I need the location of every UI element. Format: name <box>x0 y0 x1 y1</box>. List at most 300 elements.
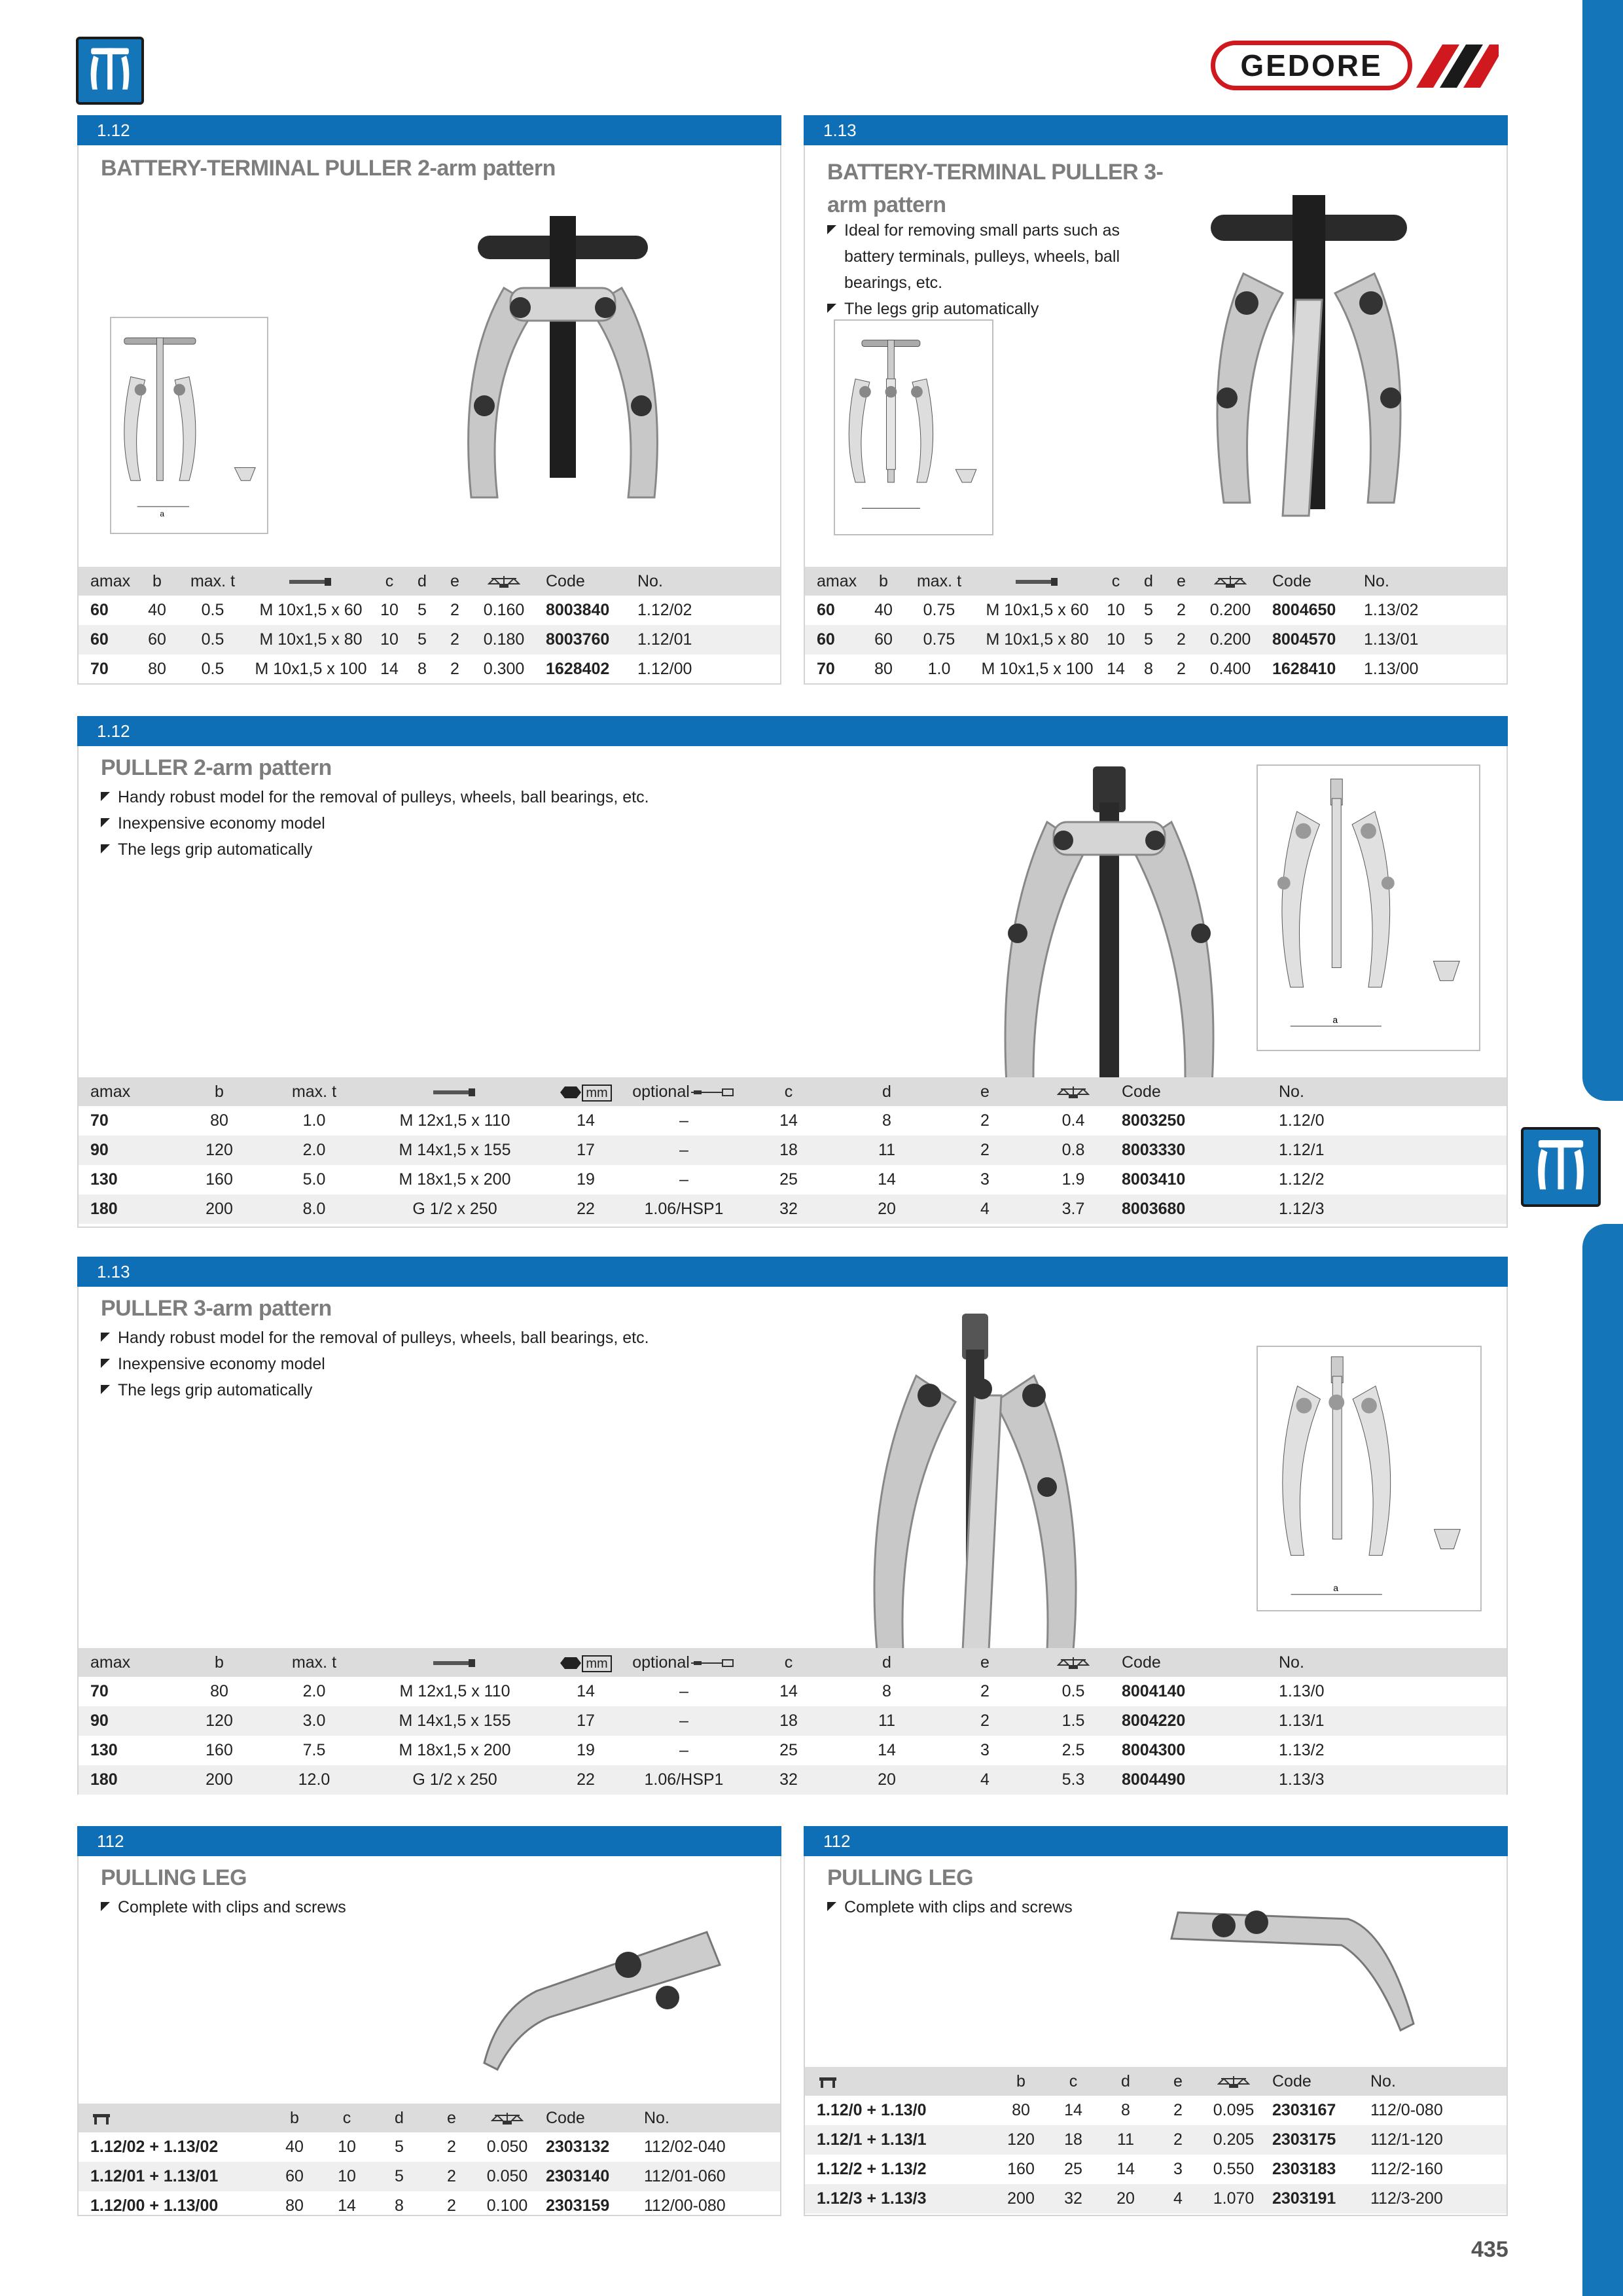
table-cell: 12.0 <box>262 1765 366 1795</box>
table-row <box>805 655 1507 684</box>
column-header <box>543 1648 628 1677</box>
table-cell: 8.0 <box>262 1194 366 1224</box>
column-header <box>1034 1648 1113 1677</box>
column-header: e <box>936 1648 1034 1677</box>
table-cell: 112/00-080 <box>644 2197 726 2215</box>
table-cell: 2303191 <box>1263 2184 1361 2214</box>
table-cell: M 12x1,5 x 110 <box>399 1682 510 1700</box>
table-cell: 2303167 <box>1272 2101 1336 2119</box>
table-cell: 112/02-040 <box>644 2138 726 2156</box>
column-header <box>628 1648 740 1677</box>
feature-item: Handy robust model for the removal of pulleys, wheels, ball bearings, etc. <box>101 1325 755 1351</box>
table-cell: 8 <box>882 1111 891 1130</box>
table-cell: 8004300 <box>1122 1741 1186 1759</box>
side-tab-top <box>1582 0 1623 1101</box>
table-cell: 2.0 <box>262 1136 366 1165</box>
page-number: 435 <box>1471 2237 1508 2262</box>
table-cell: 1.12/00 <box>637 660 692 678</box>
column-header: No. <box>1361 2067 1507 2096</box>
column-header <box>79 567 137 596</box>
table-cell: 0.75 <box>903 625 975 655</box>
column-header: Code <box>1113 1077 1270 1106</box>
product-photo <box>1185 188 1433 535</box>
table-cell: 40 <box>874 601 893 619</box>
table-row <box>805 2125 1507 2155</box>
table-cell: 5 <box>406 625 438 655</box>
table-cell: 160 <box>1007 2160 1035 2178</box>
table-cell: 2 <box>1152 2125 1204 2155</box>
table-cell: M 10x1,5 x 100 <box>255 660 367 678</box>
table-cell: M 10x1,5 x 80 <box>249 625 373 655</box>
feature-item: Complete with clips and screws <box>827 1894 1220 1920</box>
hex-wrench-icon <box>560 1656 582 1670</box>
product-title: PULLING LEG <box>101 1865 247 1890</box>
table-cell: 2.5 <box>1061 1741 1085 1759</box>
column-header: c <box>373 567 406 596</box>
column-header: b <box>177 1077 262 1106</box>
table-cell: 1628402 <box>546 660 610 678</box>
table-cell: 4 <box>1152 2184 1204 2214</box>
table-cell: 1.12/02 <box>637 601 692 619</box>
table-cell: 0.180 <box>471 625 537 655</box>
table-cell: 8003840 <box>546 601 610 619</box>
table-cell: 70 <box>90 660 109 678</box>
column-header: No. <box>1270 1077 1507 1106</box>
table-row <box>79 596 780 625</box>
table-cell: 8004220 <box>1113 1706 1270 1736</box>
feature-item: The legs grip automatically <box>101 1377 755 1403</box>
section-number: 112 <box>804 1826 1508 1856</box>
table-cell: 1.06/HSP1 <box>628 1765 740 1795</box>
header-label: amax <box>90 571 131 590</box>
table-cell: 90 <box>79 1706 177 1736</box>
table-cell: 19 <box>577 1170 595 1189</box>
table-cell: – <box>679 1170 688 1189</box>
table-cell: 0.160 <box>483 601 525 619</box>
column-header: c <box>740 1648 838 1677</box>
table-cell: 2 <box>1173 2101 1183 2119</box>
table-cell: 200 <box>995 2184 1047 2214</box>
table-cell: 8 <box>395 2197 404 2215</box>
feature-item: The legs grip automatically <box>827 296 1168 322</box>
column-header: b <box>995 2067 1047 2096</box>
logo-stripes <box>1407 43 1499 89</box>
column-header: max. t <box>262 1648 366 1677</box>
table-header-row <box>805 567 1507 596</box>
table-cell: 60 <box>90 601 109 619</box>
table-cell: 1.12/2 + 1.13/2 <box>817 2160 927 2178</box>
table-cell: G 1/2 x 250 <box>366 1194 543 1224</box>
feature-list <box>101 784 755 863</box>
product-title: PULLER 2-arm pattern <box>101 755 332 780</box>
feature-item: The legs grip automatically <box>101 836 755 863</box>
table-row <box>79 1706 1507 1736</box>
table-cell: 25 <box>779 1170 798 1189</box>
panel-battery-terminal-3-arm <box>804 115 1508 685</box>
table-cell: – <box>679 1682 688 1700</box>
table-cell: 1.12/1 + 1.13/1 <box>805 2125 995 2155</box>
table-cell: 25 <box>1064 2160 1082 2178</box>
table-cell: 112/2-160 <box>1370 2160 1443 2178</box>
feature-item: Inexpensive economy model <box>101 1351 755 1377</box>
column-header <box>543 1077 628 1106</box>
table-cell: 10 <box>321 2162 373 2191</box>
table-cell: 120 <box>177 1706 262 1736</box>
section-number: 112 <box>77 1826 781 1856</box>
table-cell: 0.050 <box>478 2162 537 2191</box>
table-cell: M 18x1,5 x 200 <box>399 1741 511 1759</box>
table-cell: 2 <box>1177 601 1186 619</box>
scale-icon <box>1057 1656 1090 1670</box>
product-photo <box>432 209 707 530</box>
svg-text:a: a <box>160 509 164 518</box>
column-header <box>805 2067 995 2096</box>
table-cell: – <box>679 1111 688 1130</box>
pulling-leg-icon <box>90 2111 113 2126</box>
table-cell: 8004570 <box>1263 625 1355 655</box>
table-cell: 2 <box>936 1706 1034 1736</box>
spec-table <box>79 1648 1507 1795</box>
table-cell: 5 <box>418 601 427 619</box>
column-header: Code <box>537 567 628 596</box>
table-cell: 40 <box>148 601 166 619</box>
table-cell: 20 <box>838 1765 936 1795</box>
table-cell: 5.3 <box>1034 1765 1113 1795</box>
table-cell: 130 <box>90 1170 118 1189</box>
panel-pulling-leg-large <box>804 1826 1508 2216</box>
table-row <box>805 2096 1507 2125</box>
table-cell: 60 <box>805 625 864 655</box>
table-cell: M 10x1,5 x 80 <box>975 625 1099 655</box>
table-cell: 112/0-080 <box>1370 2101 1443 2119</box>
table-cell: 2 <box>450 601 459 619</box>
table-cell: 32 <box>740 1765 838 1795</box>
scale-icon <box>1057 1085 1090 1100</box>
column-header <box>628 1077 740 1106</box>
product-photo <box>1152 1867 1440 2050</box>
table-cell: 8 <box>1144 660 1153 678</box>
table-cell: 1628410 <box>1272 660 1336 678</box>
feature-item: Inexpensive economy model <box>101 810 755 836</box>
table-cell: 2 <box>447 2138 456 2156</box>
scale-icon <box>1214 575 1247 589</box>
table-cell: 60 <box>79 625 137 655</box>
table-cell: 2303132 <box>546 2138 610 2156</box>
column-header <box>1198 567 1263 596</box>
column-header: No. <box>628 567 780 596</box>
table-cell: 2303183 <box>1272 2160 1336 2178</box>
table-cell: 112/1-120 <box>1361 2125 1507 2155</box>
table-cell: M 10x1,5 x 60 <box>986 601 1089 619</box>
table-cell: 14 <box>577 1682 595 1700</box>
table-row <box>79 1765 1507 1795</box>
table-cell: 1.12/0 <box>1279 1111 1325 1130</box>
table-row <box>805 596 1507 625</box>
table-cell: 8003410 <box>1122 1170 1186 1189</box>
header-label: amax <box>90 1082 131 1101</box>
table-cell: 1.12/1 <box>1270 1136 1507 1165</box>
table-cell: 200 <box>177 1194 262 1224</box>
table-cell: 1.12/01 <box>628 625 780 655</box>
table-cell: 8 <box>418 660 427 678</box>
table-cell: 60 <box>137 625 177 655</box>
spec-table <box>79 2104 780 2221</box>
table-header-row <box>805 2067 1507 2096</box>
table-cell: 2 <box>936 1136 1034 1165</box>
table-cell: 0.550 <box>1213 2160 1255 2178</box>
feature-list <box>101 1325 755 1403</box>
table-cell: 1.9 <box>1061 1170 1085 1189</box>
header-label: amax <box>817 571 857 590</box>
table-cell: – <box>628 1706 740 1736</box>
table-cell: 14 <box>338 2197 356 2215</box>
table-cell: M 14x1,5 x 155 <box>366 1136 543 1165</box>
table-cell: 80 <box>210 1111 228 1130</box>
table-cell: – <box>679 1741 688 1759</box>
puller-icon <box>1521 1127 1601 1207</box>
table-cell: 180 <box>79 1194 177 1224</box>
side-tab-bottom <box>1582 1224 1623 2296</box>
section-number: 1.12 <box>77 115 781 145</box>
table-cell: 2 <box>450 660 459 678</box>
product-photo <box>838 1310 1126 1677</box>
column-header <box>1204 2067 1263 2096</box>
svg-text:a: a <box>1332 1014 1338 1025</box>
table-cell: 0.5 <box>1061 1682 1085 1700</box>
table-cell: 10 <box>380 601 399 619</box>
table-cell: 40 <box>285 2138 304 2156</box>
column-header <box>478 2104 537 2132</box>
table-cell: 60 <box>268 2162 321 2191</box>
column-header: e <box>438 567 471 596</box>
table-cell: 80 <box>285 2197 304 2215</box>
spindle-icon <box>690 1656 736 1670</box>
table-row <box>79 1106 1507 1136</box>
panel-pulling-leg-small <box>77 1826 781 2216</box>
table-cell: 32 <box>1047 2184 1099 2214</box>
header-label: optional <box>632 1653 690 1672</box>
table-cell: 0.8 <box>1034 1136 1113 1165</box>
column-header: e <box>1165 567 1198 596</box>
table-cell: 5 <box>1144 601 1153 619</box>
table-cell: 180 <box>79 1765 177 1795</box>
table-cell: 8004650 <box>1272 601 1336 619</box>
table-cell: 11 <box>838 1706 936 1736</box>
column-header <box>1034 1077 1113 1106</box>
dimension-diagram <box>834 319 993 535</box>
table-cell: 2 <box>425 2162 478 2191</box>
table-header-row <box>79 567 780 596</box>
table-cell: 0.300 <box>483 660 525 678</box>
table-cell: 2.0 <box>302 1682 326 1700</box>
column-header <box>366 1077 543 1106</box>
spindle-icon <box>288 575 334 589</box>
feature-item: Handy robust model for the removal of pulleys, wheels, ball bearings, etc. <box>101 784 755 810</box>
table-cell: 120 <box>995 2125 1047 2155</box>
table-row <box>79 655 780 684</box>
spec-table <box>805 567 1507 684</box>
section-number: 1.12 <box>77 716 1508 746</box>
product-photo <box>962 763 1257 1123</box>
dimension-diagram <box>110 317 268 534</box>
column-header: d <box>1099 2067 1152 2096</box>
table-cell: 60 <box>864 625 903 655</box>
table-cell: 5 <box>373 2162 425 2191</box>
table-row <box>79 1736 1507 1765</box>
table-cell: M 10x1,5 x 60 <box>259 601 363 619</box>
table-row <box>79 1165 1507 1194</box>
column-header: Code <box>1263 2067 1361 2096</box>
table-cell: 2 <box>1177 660 1186 678</box>
table-cell: 1.12/0 + 1.13/0 <box>817 2101 927 2119</box>
column-header: No. <box>1355 567 1507 596</box>
table-cell: 10 <box>1107 601 1125 619</box>
column-header: e <box>936 1077 1034 1106</box>
table-cell: 2303175 <box>1263 2125 1361 2155</box>
table-cell: M 14x1,5 x 155 <box>366 1706 543 1736</box>
table-cell: 2 <box>980 1111 990 1130</box>
table-cell: 1.13/3 <box>1270 1765 1507 1795</box>
table-row <box>79 2162 780 2191</box>
section-number: 1.13 <box>804 115 1508 145</box>
column-header <box>471 567 537 596</box>
table-cell: – <box>628 1136 740 1165</box>
table-cell: 160 <box>205 1170 233 1189</box>
table-row <box>79 2191 780 2221</box>
table-cell: 0.5 <box>201 601 224 619</box>
table-cell: 14 <box>779 1111 798 1130</box>
table-cell: 1.12/02 + 1.13/02 <box>90 2138 219 2156</box>
spec-table <box>805 2067 1507 2214</box>
table-cell: 160 <box>205 1741 233 1759</box>
table-cell: 14 <box>577 1111 595 1130</box>
table-cell: 0.050 <box>486 2138 528 2156</box>
spec-table <box>79 1077 1507 1224</box>
table-cell: 8003760 <box>537 625 628 655</box>
table-cell: 0.75 <box>923 601 955 619</box>
table-row <box>79 1194 1507 1224</box>
table-cell: 1.13/01 <box>1355 625 1507 655</box>
column-header: c <box>321 2104 373 2132</box>
table-cell: 5 <box>395 2138 404 2156</box>
table-cell: 14 <box>380 660 399 678</box>
column-header <box>79 1648 177 1677</box>
table-cell: 1.13/0 <box>1279 1682 1325 1700</box>
gedore-logo <box>1211 41 1499 90</box>
hex-wrench-icon <box>560 1085 582 1100</box>
table-cell: 5 <box>1132 625 1165 655</box>
table-cell: 1.0 <box>302 1111 326 1130</box>
table-cell: 80 <box>148 660 166 678</box>
table-cell: 1.13/00 <box>1364 660 1419 678</box>
table-cell: 8 <box>1121 2101 1130 2119</box>
column-header: b <box>268 2104 321 2132</box>
table-cell: 32 <box>740 1194 838 1224</box>
scale-icon <box>1217 2075 1250 2089</box>
table-cell: 1.13/1 <box>1270 1706 1507 1736</box>
table-cell: 2303140 <box>537 2162 635 2191</box>
column-header: c <box>1047 2067 1099 2096</box>
table-cell: 8003250 <box>1122 1111 1186 1130</box>
table-cell: 1.06/HSP1 <box>628 1194 740 1224</box>
table-cell: 18 <box>1047 2125 1099 2155</box>
table-cell: 22 <box>543 1765 628 1795</box>
table-cell: 112/01-060 <box>635 2162 780 2191</box>
table-cell: 70 <box>90 1682 109 1700</box>
table-cell: 0.4 <box>1061 1111 1085 1130</box>
table-cell: 14 <box>1116 2160 1135 2178</box>
table-cell: 1.12/01 + 1.13/01 <box>79 2162 268 2191</box>
panel-puller-2-arm <box>77 716 1508 1228</box>
table-cell: 90 <box>79 1136 177 1165</box>
table-cell: 2 <box>980 1682 990 1700</box>
table-cell: 11 <box>1099 2125 1152 2155</box>
table-cell: 25 <box>779 1741 798 1759</box>
column-header: c <box>1099 567 1132 596</box>
table-cell: 1.5 <box>1034 1706 1113 1736</box>
table-cell: 14 <box>878 1741 896 1759</box>
table-cell: 14 <box>779 1682 798 1700</box>
table-cell: 80 <box>874 660 893 678</box>
table-cell: 130 <box>90 1741 118 1759</box>
product-title: BATTERY-TERMINAL PULLER 3-arm pattern <box>827 160 1164 217</box>
feature-list <box>101 1894 493 1920</box>
table-cell: 1.0 <box>927 660 951 678</box>
table-cell: 14 <box>1064 2101 1082 2119</box>
product-title: BATTERY-TERMINAL PULLER 2-arm pattern <box>101 156 556 181</box>
table-cell: 8 <box>882 1682 891 1700</box>
column-header: No. <box>1270 1648 1507 1677</box>
column-header: d <box>406 567 438 596</box>
product-title: PULLING LEG <box>827 1865 974 1890</box>
table-cell: 11 <box>838 1136 936 1165</box>
dimension-diagram <box>1257 1346 1482 1611</box>
table-cell: 4 <box>936 1765 1034 1795</box>
column-header <box>366 1648 543 1677</box>
table-cell: 5.0 <box>302 1170 326 1189</box>
table-header-row <box>79 1077 1507 1106</box>
column-header: b <box>137 567 177 596</box>
table-cell: 18 <box>740 1706 838 1736</box>
column-header: d <box>1132 567 1165 596</box>
column-header: max. t <box>903 567 975 596</box>
header-label: mm <box>582 1655 611 1672</box>
header-label: optional <box>632 1082 690 1101</box>
table-cell: 1.13/02 <box>1364 601 1419 619</box>
table-cell: 70 <box>90 1111 109 1130</box>
table-cell: 4 <box>936 1194 1034 1224</box>
column-header: d <box>838 1077 936 1106</box>
table-cell: 8004140 <box>1122 1682 1186 1700</box>
table-header-row <box>79 1648 1507 1677</box>
table-cell: 0.5 <box>177 625 249 655</box>
column-header: c <box>740 1077 838 1106</box>
table-cell: 1.12/00 + 1.13/00 <box>90 2197 219 2215</box>
table-cell: 22 <box>543 1194 628 1224</box>
table-cell: 1.13/2 <box>1279 1741 1325 1759</box>
table-row <box>79 625 780 655</box>
column-header: No. <box>635 2104 780 2132</box>
column-header: e <box>425 2104 478 2132</box>
spindle-icon <box>432 1656 478 1670</box>
table-cell: 14 <box>1107 660 1125 678</box>
feature-item: Ideal for removing small parts such as battery terminals, pulleys, wheels, ball bearings, etc. <box>827 217 1168 296</box>
table-cell: 8003680 <box>1113 1194 1270 1224</box>
puller-icon <box>76 37 144 105</box>
table-cell: 8004490 <box>1113 1765 1270 1795</box>
logo-wordmark: GEDORE <box>1211 41 1412 90</box>
column-header <box>79 2104 268 2132</box>
